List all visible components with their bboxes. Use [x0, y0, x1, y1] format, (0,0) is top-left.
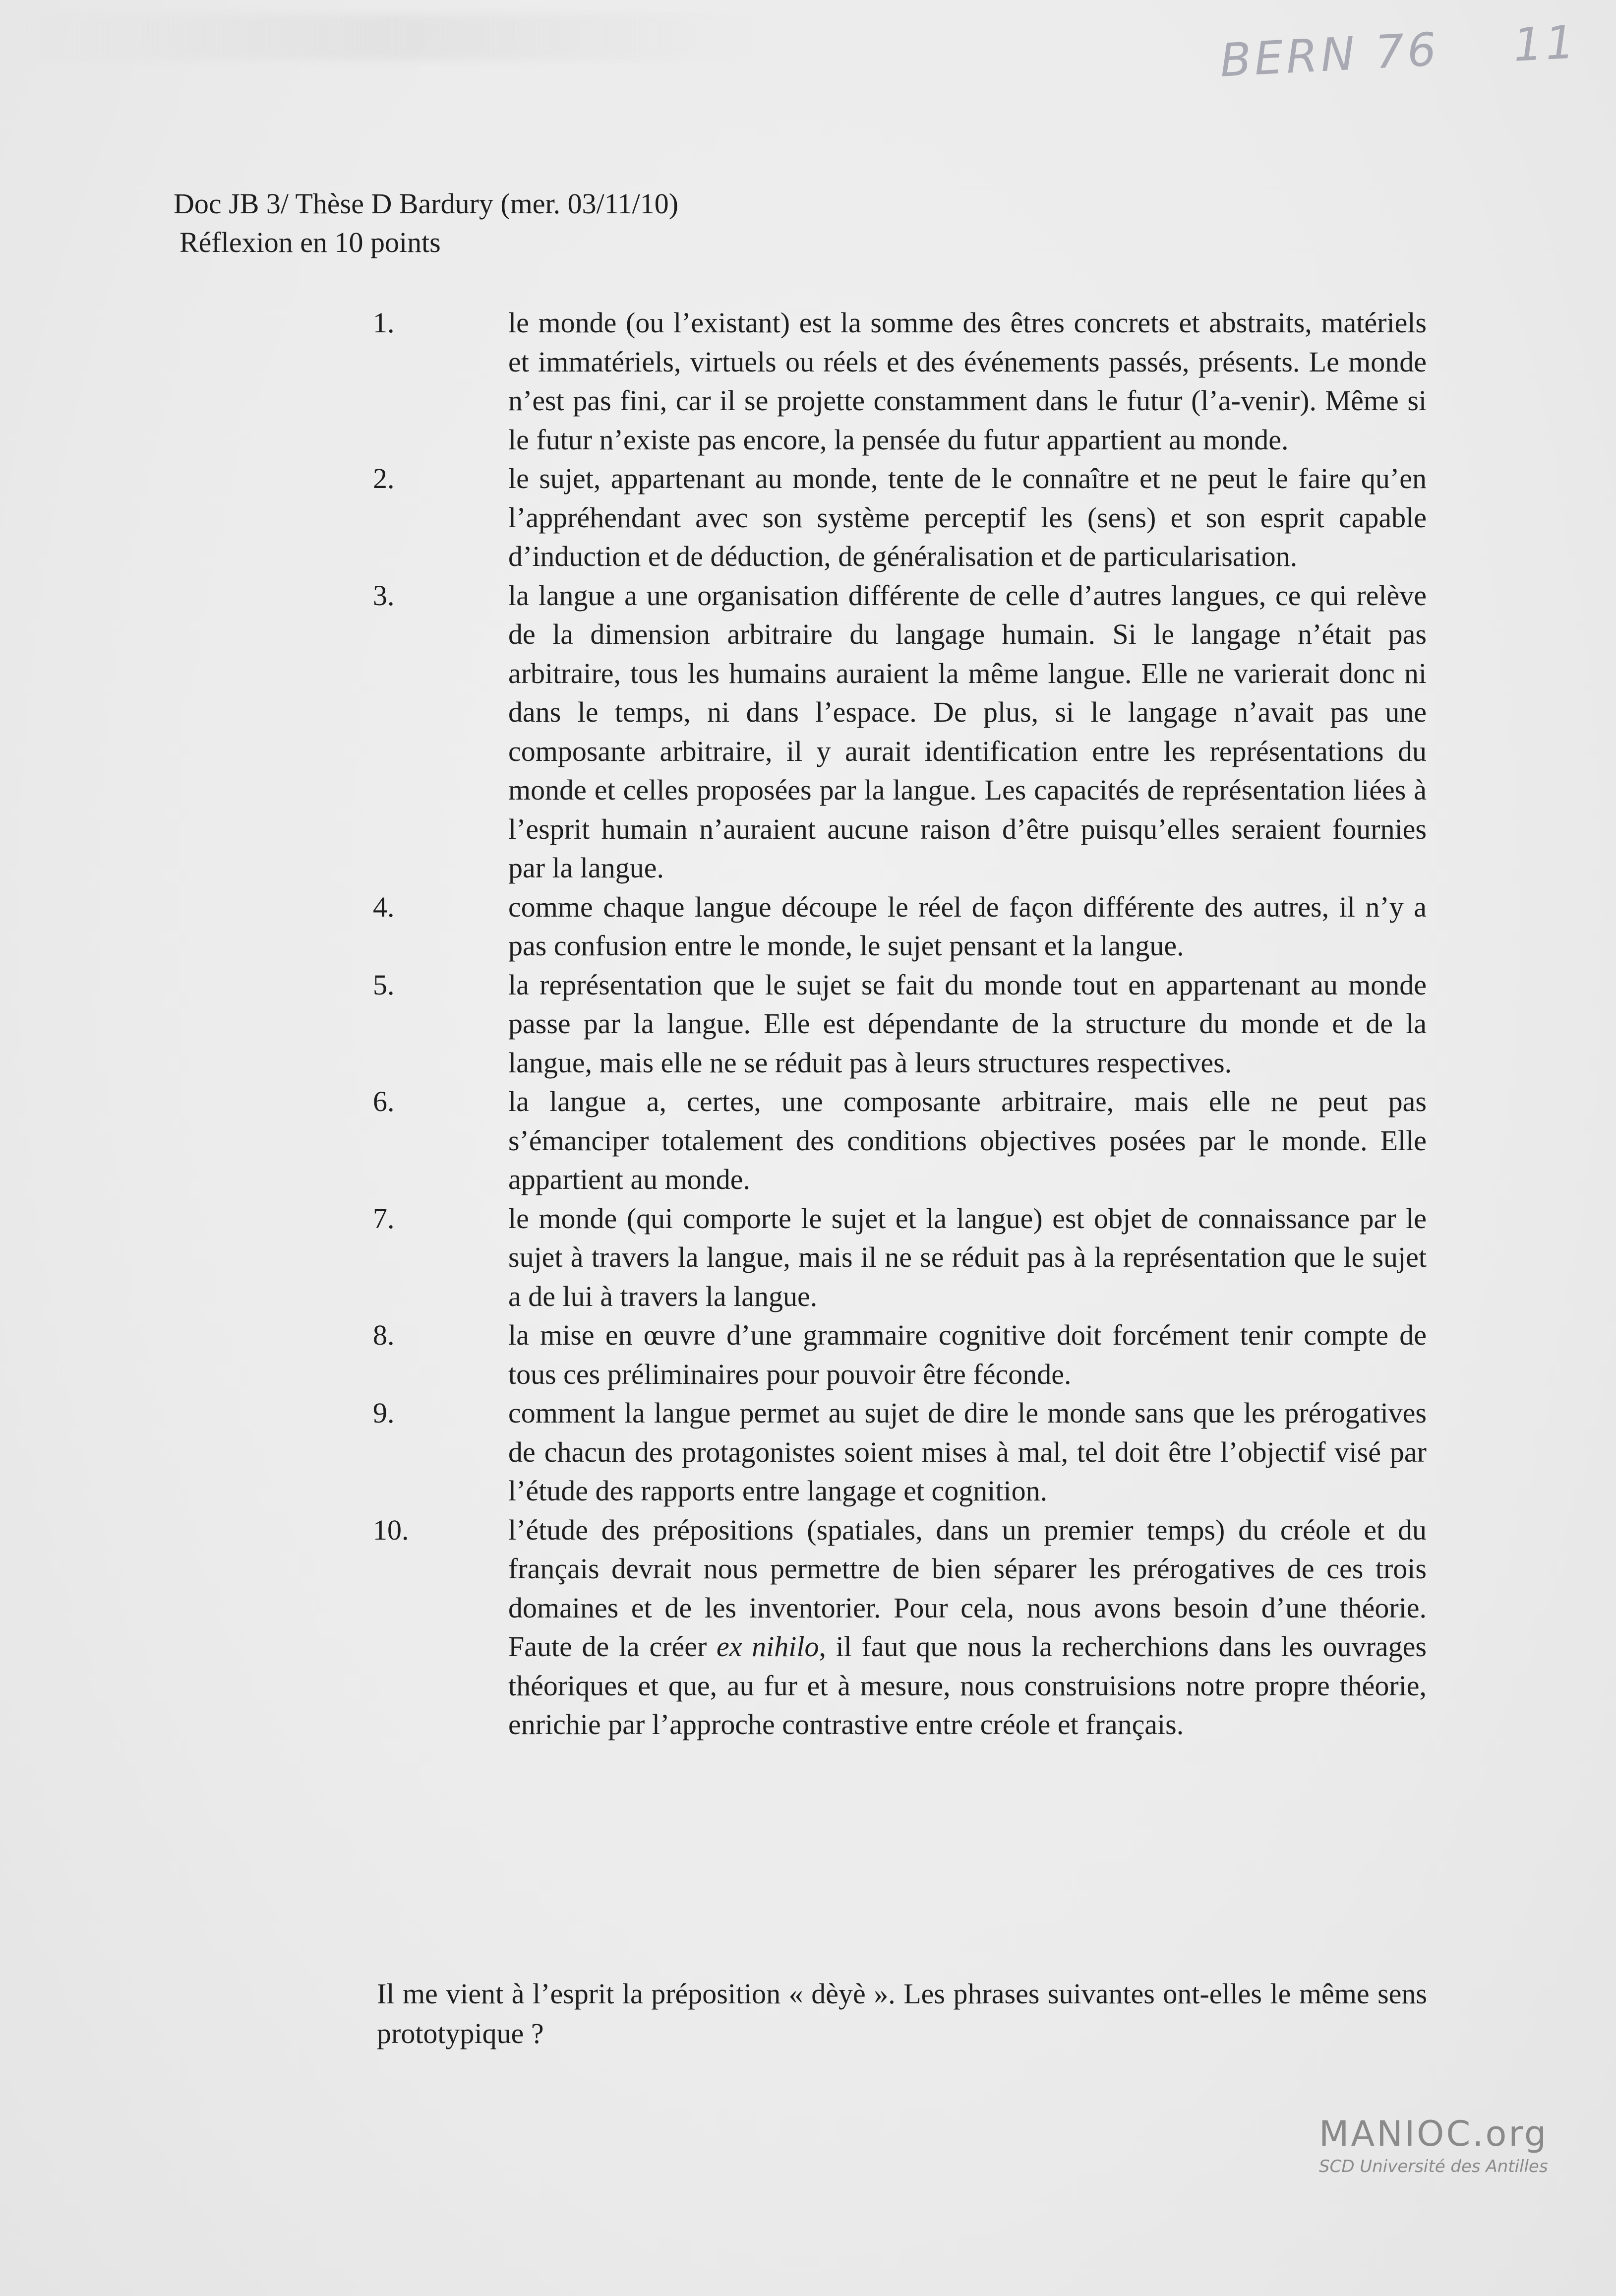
numbered-list	[0, 304, 1616, 1744]
item-text: la représentation que le sujet se fait du monde tout en appartenant au monde passe par la langue. Elle est dépendante de la structure du monde et de la langue, mais elle ne se réduit pas à leurs structures respectives.	[508, 968, 1427, 1079]
footer-logo	[1319, 2114, 1548, 2177]
list-item	[0, 1199, 1616, 1316]
list-item	[0, 1511, 1616, 1744]
item-text: le monde (ou l’existant) est la somme des êtres concrets et abstraits, matériels et immatériels, virtuels ou réels et des événements passés, présents. Le monde n’est pas fini, car il se projette constamment dans le futur (l’a-venir). Même si le futur n’existe pas encore, la pensée du futur appartient au monde.	[508, 307, 1427, 456]
item-number: 10.	[373, 1513, 409, 1546]
item-number: 4.	[373, 890, 395, 923]
item-number: 8.	[373, 1319, 395, 1351]
item-text: comme chaque langue découpe le réel de façon différente des autres, il n’y a pas confusion entre le monde, le sujet pensant et la langue.	[508, 890, 1427, 962]
item-number: 9.	[373, 1397, 395, 1429]
item-text-part: l’étude des prépositions (spatiales, dans un premier temps) du créole et du français devrait nous permettre de bien séparer les prérogatives de ces trois domaines et de les inventorier. Pour cela, nous avons besoin d’une théorie. Faute de la créer	[508, 1513, 1427, 1663]
closing-paragraph: Il me vient à l’esprit la préposition « dèyè ». Les phrases suivantes ont-elles le même sens prototypique ?	[377, 1978, 1427, 2049]
item-text: comment la langue permet au sujet de dire le monde sans que les prérogatives de chacun des protagonistes soient mises à mal, tel doit être l’objectif visé par l’étude des rapports entre langage et cognition.	[508, 1397, 1427, 1507]
brand-name: MANIOC.org	[1319, 2113, 1549, 2154]
list-item	[0, 1394, 1616, 1511]
list-item	[0, 888, 1616, 966]
handwritten-annotation	[1219, 15, 1579, 87]
header-line-1: Doc JB 3/ Thèse D Bardury (mer. 03/11/10)	[174, 187, 679, 220]
list-item	[0, 1316, 1616, 1394]
item-text: le sujet, appartenant au monde, tente de le connaître et ne peut le faire qu’en l’appréhendant avec son système perceptif les (sens) et son esprit capable d’induction et de déduction, de généralisation et de particularisation.	[508, 462, 1427, 572]
item-number: 2.	[373, 462, 395, 495]
item-text	[508, 1511, 1427, 1744]
list-item	[0, 966, 1616, 1083]
item-number: 6.	[373, 1085, 395, 1117]
item-text: la langue a, certes, une composante arbitraire, mais elle ne peut pas s’émanciper totalement des conditions objectives posées par le monde. Elle appartient au monde.	[508, 1085, 1427, 1195]
item-text: la langue a une organisation différente de celle d’autres langues, ce qui relève de la dimension arbitraire du langage humain. Si le langage n’était pas arbitraire, tous les humains auraient la même langue. Elle ne varierait donc ni dans le temps, ni dans l’espace. De plus, si le langage n’avait pas une composante arbitraire, il y aurait identification entre les représentations du monde et celles proposées par la langue. Les capacités de représentation liées à l’esprit humain n’auraient aucune raison d’être puisqu’elles seraient fournies par la langue.	[508, 579, 1427, 884]
header-line-2: Réflexion en 10 points	[180, 226, 441, 258]
item-number: 1.	[373, 307, 395, 339]
item-number: 5.	[373, 968, 395, 1001]
item-text-italic: ex nihilo	[717, 1630, 819, 1663]
item-text: le monde (qui comporte le sujet et la langue) est objet de connaissance par le sujet à travers la langue, mais il ne se réduit pas à la représentation que le sujet a de lui à travers la langue.	[508, 1202, 1427, 1312]
list-item	[0, 459, 1616, 576]
item-text-part: , il faut que nous la recherchions dans les ouvrages théoriques et que, au fur et à mesure, nous construisions notre propre théorie, enrichie par l’approche contrastive entre créole et français.	[508, 1630, 1427, 1740]
annotation-number: 11	[1512, 15, 1579, 72]
list-item	[0, 1082, 1616, 1199]
item-text: la mise en œuvre d’une grammaire cognitive doit forcément tenir compte de tous ces préliminaires pour pouvoir être féconde.	[508, 1319, 1427, 1390]
list-item	[0, 576, 1616, 888]
item-number: 3.	[373, 579, 395, 612]
scan-smudge	[20, 15, 764, 60]
brand-subtitle: SCD Université des Antilles	[1319, 2157, 1548, 2176]
annotation-code: BERN 76	[1218, 22, 1441, 87]
item-number: 7.	[373, 1202, 395, 1235]
list-item	[0, 304, 1616, 459]
document-header	[174, 185, 678, 262]
